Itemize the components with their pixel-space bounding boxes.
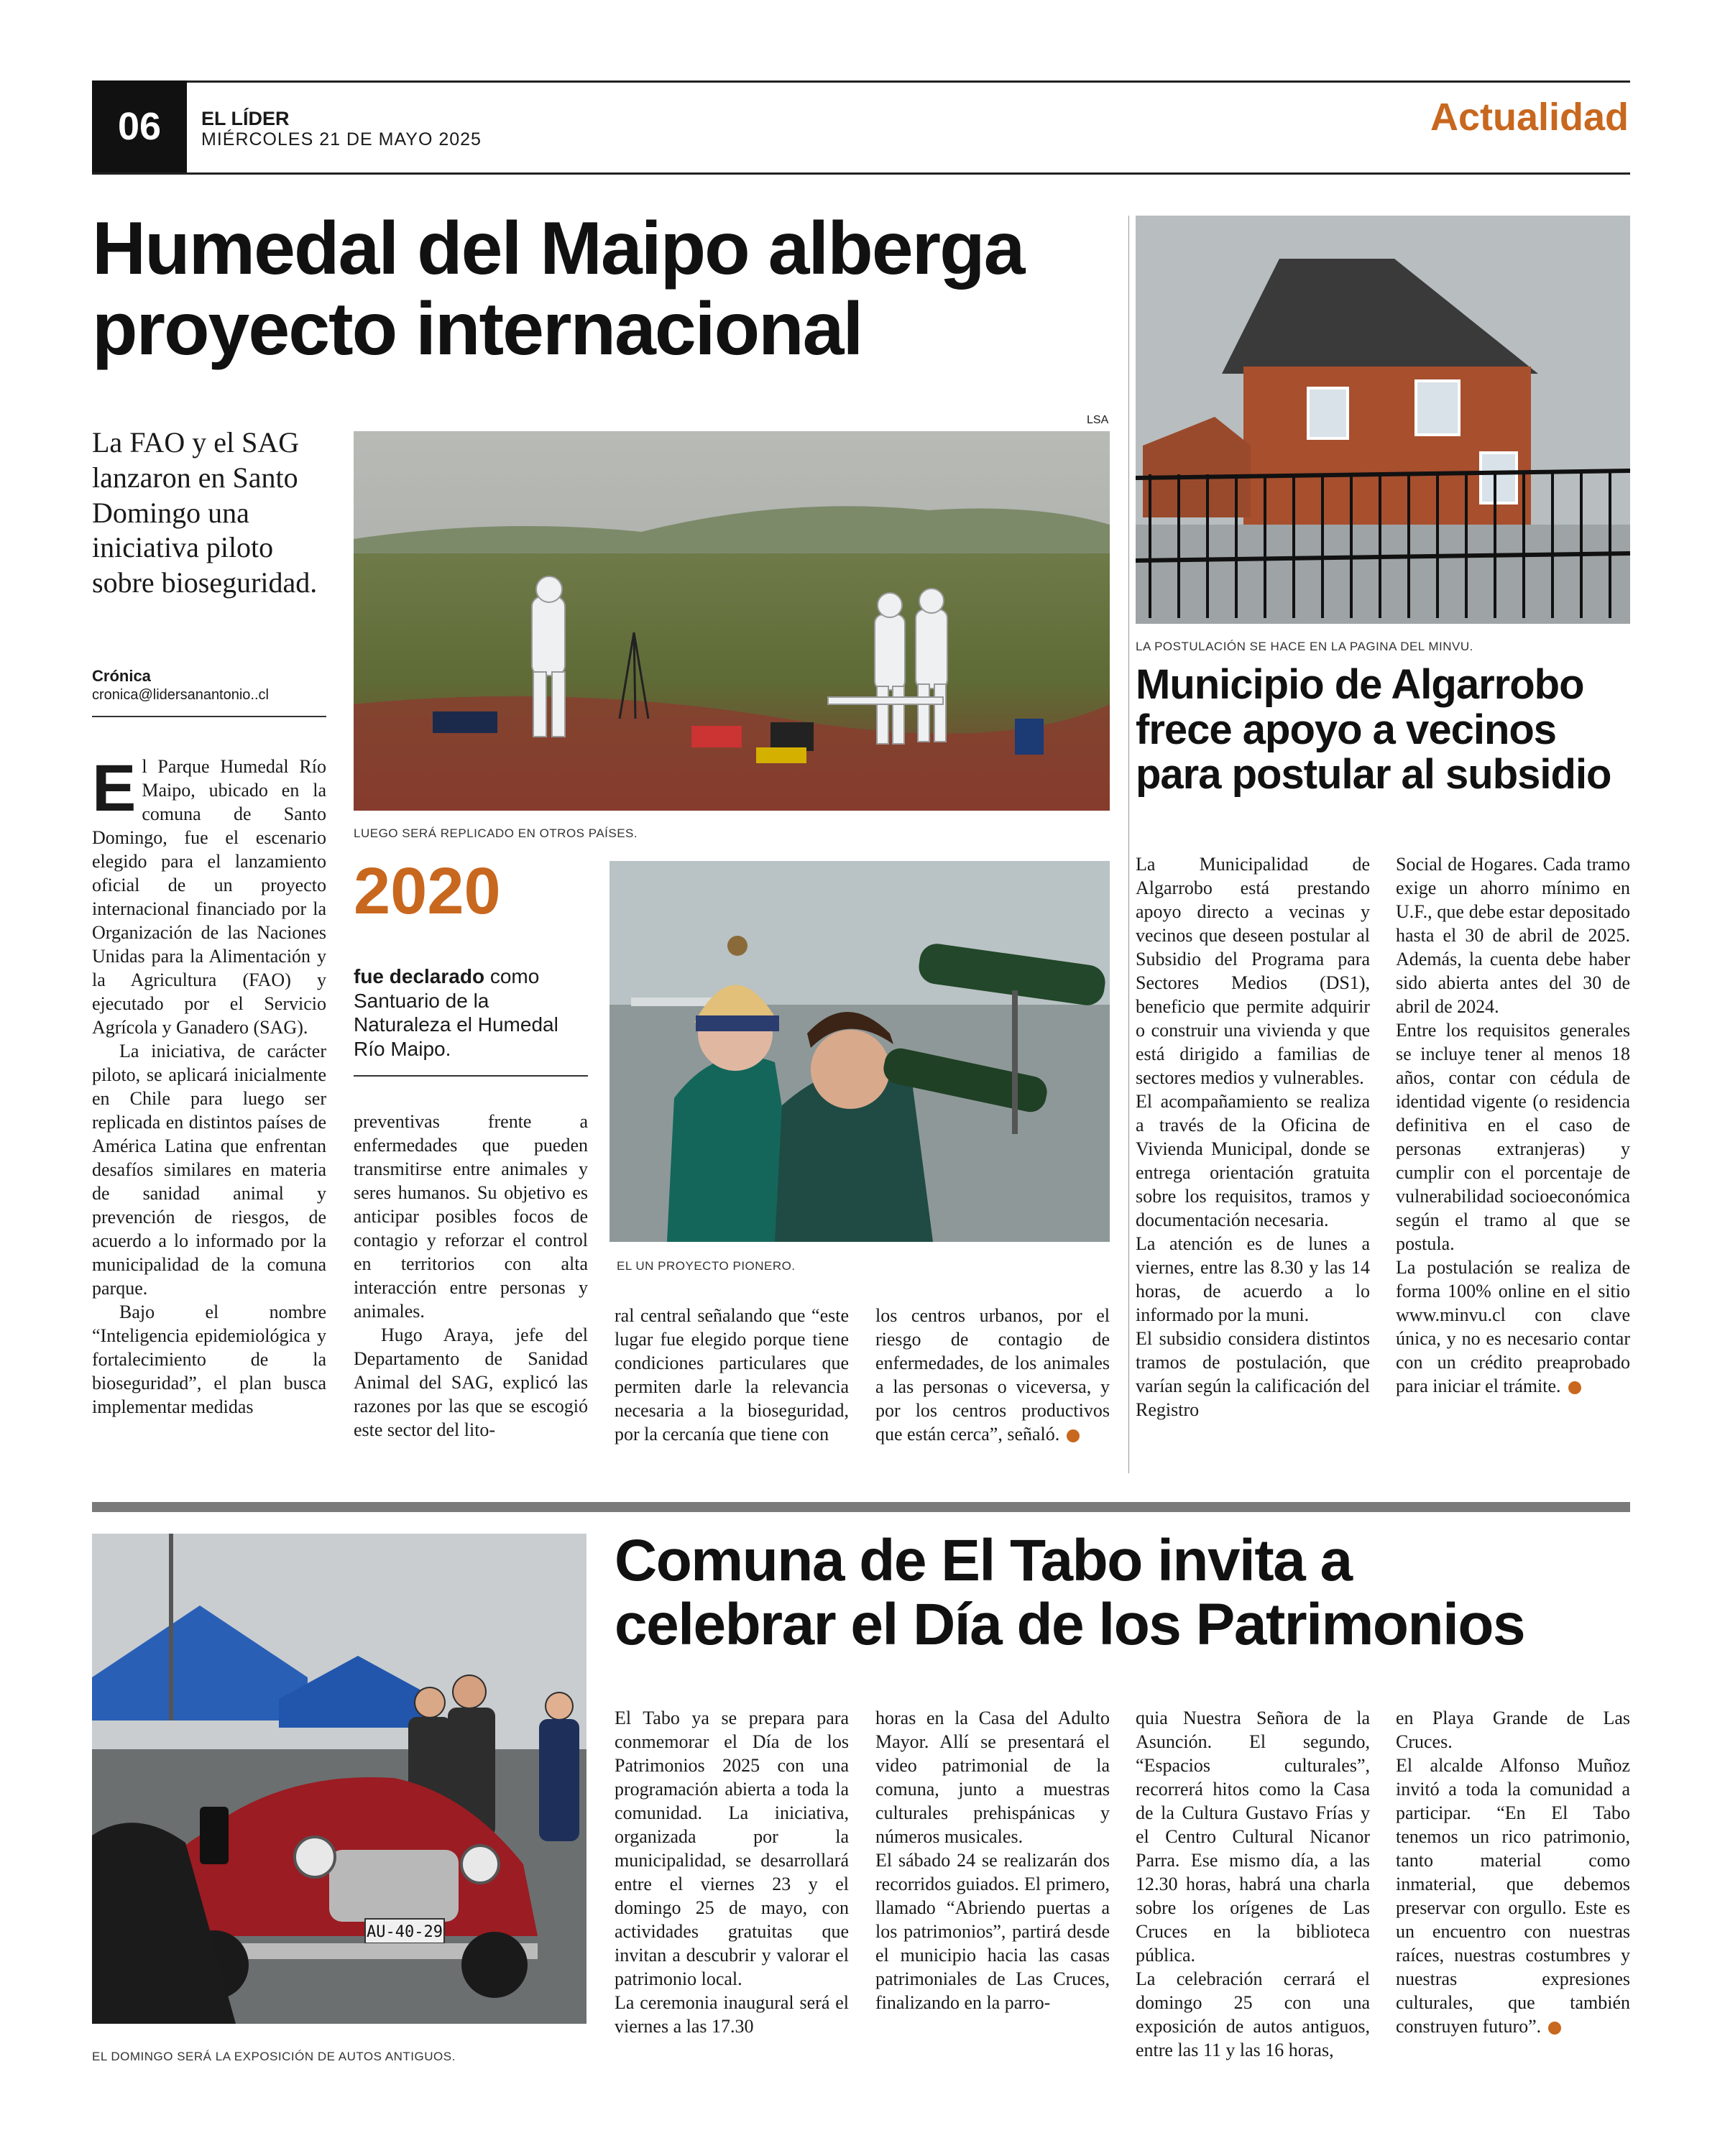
bottom-body-col4	[1396, 1706, 1630, 2038]
vintage-car-photo-illustration	[92, 1534, 586, 2024]
houses-photo	[1136, 216, 1630, 624]
main-col2-p2: Hugo Araya, jefe del Departamento de Sanidad Animal del SAG, explicó las razones por las que se escogió este sector del lito-	[354, 1325, 588, 1441]
wetland-photo-illustration	[354, 431, 1110, 811]
section-title: Actualidad	[1430, 96, 1629, 139]
binoculars-photo-caption: EL UN PROYECTO PIONERO.	[617, 1259, 796, 1273]
side-col2-p2: Entre los requisitos generales se incluye tener al menos 18 años, contar con cédula de identidad vigente (o residencia definitiva en el caso de personas extranjeras) y cumplir con el porcentaje de vulnerabilidad socioeconómica según el tramo al que se postula.	[1396, 1020, 1630, 1255]
stat-rule	[354, 1075, 588, 1077]
main-col3-p1: ral central señalando que “este lugar fue elegido porque tiene condiciones particulares que permiten darle la relevancia necesaria a la bioseguridad, por la cercanía que tiene con	[615, 1305, 849, 1445]
bottom-col4-p1: en Playa Grande de Las Cruces.	[1396, 1708, 1630, 1753]
bottom-col3-p1: quia Nuestra Señora de la Asunción. El segundo, “Espacios culturales”, recorrerá hitos como la Casa de la Cultura Gustavo Frías y el Centro Cultural Nicanor Parra. Ese mismo día, a las 12.30 horas, habrá una charla sobre los orígenes de Las Cruces en la biblioteca pública.	[1136, 1708, 1370, 1966]
houses-photo-illustration	[1136, 216, 1630, 624]
page-number: 06	[92, 80, 187, 172]
stat-number: 2020	[354, 854, 501, 928]
header-bottom-rule	[92, 172, 1630, 175]
binoculars-photo	[610, 861, 1110, 1242]
main-col1-p3: Bajo el nombre “Inteligencia epidemiológica y fortalecimiento de la bioseguridad”, el plan busca implementar medidas	[92, 1302, 326, 1418]
vintage-car-photo	[92, 1534, 586, 2024]
houses-photo-caption: LA POSTULACIÓN SE HACE EN LA PAGINA DEL MINVU.	[1136, 640, 1473, 653]
main-col1-p1: l Parque Humedal Río Maipo, ubicado en la comuna de Santo Domingo, fue el escenario elegido para el lanzamiento oficial de un proyecto internacional financiado por la Organización de las Naciones Unidas para la Alimentación y la Agricultura (FAO) y ejecutado por el Servicio Agrícola y Ganadero (SAG).	[92, 756, 326, 1038]
side-headline-line2: frece apoyo a vecinos	[1136, 706, 1557, 753]
dropcap: E	[92, 752, 137, 825]
bottom-body-col2	[875, 1706, 1110, 2014]
main-col1-p2: La iniciativa, de carácter piloto, se aplicará inicialmente en Chile para luego ser replicada en distintos países de América Latina que enfrentan desafíos similares en materia de sanidad animal y prevención de riesgos, de acuerdo a lo informado por la municipalidad de la comuna parque.	[92, 1041, 326, 1299]
photo-credit: LSA	[1087, 414, 1109, 426]
bottom-headline-line1: Comuna de El Tabo invita a	[615, 1528, 1352, 1593]
main-col4-p1: los centros urbanos, por el riesgo de contagio de enfermedades, de los animales a las personas o viceversa, y por los centros productivos que están cerca”, señaló.	[875, 1305, 1110, 1445]
main-headline-line2: proyecto internacional	[92, 287, 862, 372]
main-headline-line1: Humedal del Maipo alberga	[92, 207, 1024, 290]
side-body-col2	[1396, 852, 1630, 1398]
main-body-paragraph	[92, 752, 326, 1039]
publication-name: EL LÍDER	[201, 108, 290, 129]
wetland-photo-caption: LUEGO SERÁ REPLICADO EN OTROS PAÍSES.	[354, 826, 638, 840]
bottom-body-col1	[615, 1706, 849, 2038]
bottom-headline-line2: celebrar el Día de los Patrimonios	[615, 1591, 1525, 1657]
stat-bold-text: fue declarado	[354, 965, 485, 987]
side-body-col1	[1136, 852, 1370, 1422]
author-label: Crónica	[92, 667, 151, 685]
main-body-col4	[875, 1304, 1110, 1446]
bottom-col2-p1: horas en la Casa del Adulto Mayor. Allí se presentará el video patrimonial de la comuna, junto a muestras culturales prehispánicas y números musicales.	[875, 1708, 1110, 1848]
side-col1-p3: La atención es de lunes a viernes, entre las 8.30 y las 14 horas, de acuerdo a lo informado por la muni.	[1136, 1233, 1370, 1326]
stat-text: como Santuario de la Naturaleza el Humedal Río Maipo.	[354, 965, 558, 1060]
bottom-col4-p2: El alcalde Alfonso Muñoz invitó a toda la comunidad a participar. “En El Tabo tenemos un rico patrimonio, tanto material como inmaterial, que debemos preservar con orgullo. Este es un encuentro con nuestras raíces, nuestras costumbres y nuestras expresiones culturales, que también construyen futuro”.	[1396, 1755, 1630, 2037]
side-headline-line1: Municipio de Algarrobo	[1136, 661, 1584, 708]
section-divider	[92, 1502, 1630, 1512]
main-headline	[92, 208, 1127, 370]
author-email[interactable]: cronica@lidersanantonio..cl	[92, 687, 269, 703]
header-top-rule	[92, 80, 1630, 83]
main-col2-p1: preventivas frente a enfermedades que pueden transmitirse entre animales y seres humanos. Su objetivo es anticipar posibles focos de contagio y reforzar el control en territorios con alta interacción entre personas y animales.	[354, 1111, 588, 1322]
end-mark-icon	[1067, 1429, 1080, 1442]
side-col2-p1: Social de Hogares. Cada tramo exige un ahorro mínimo en U.F., que debe estar depositado hasta el 30 de abril de 2025. Además, la cuenta debe haber sido abierta antes del 30 de abril de 2024.	[1396, 854, 1630, 1018]
main-body-col3	[615, 1304, 849, 1446]
bottom-body-col3	[1136, 1706, 1370, 2062]
side-col1-p1: La Municipalidad de Algarrobo está prestando apoyo directo a vecinas y vecinos que deseen postular al Subsidio del Programa para Sectores Medios (DS1), beneficio que permite adquirir o construir una vivienda y que está dirigido a familias de sectores medios y vulnerables.	[1136, 854, 1370, 1089]
wetland-photo	[354, 431, 1110, 811]
vintage-car-photo-caption: EL DOMINGO SERÁ LA EXPOSICIÓN DE AUTOS ANTIGUOS.	[92, 2050, 456, 2063]
end-mark-icon	[1548, 2022, 1561, 2035]
column-divider	[1128, 216, 1129, 1473]
side-headline	[1136, 663, 1632, 798]
end-mark-icon	[1568, 1381, 1581, 1394]
bottom-col2-p2: El sábado 24 se realizarán dos recorridos guiados. El primero, llamado “Abriendo puertas a los patrimonios”, partirá desde el municipio hacia las casas patrimoniales de Las Cruces, finalizando en la parro-	[875, 1850, 1110, 2014]
binoculars-photo-illustration	[610, 861, 1110, 1242]
side-headline-line3: para postular al subsidio	[1136, 751, 1611, 798]
bottom-col1-p1: El Tabo ya se prepara para conmemorar el Día de los Patrimonios 2025 con una programación abierta a toda la comunidad. La iniciativa, organizada por la municipalidad, se desarrollará entre el viernes 23 y el domingo 25 de mayo, con actividades gratuitas que invitan a descubrir y valorar el patrimonio local.	[615, 1708, 849, 1990]
stat-description	[354, 964, 562, 1061]
main-body-col1	[92, 752, 326, 1419]
side-col2-p3: La postulación se realiza de forma 100% online en el sitio www.minvu.cl con clave única, y no es necesario contar con un crédito preaprobado para iniciar el trámite.	[1396, 1257, 1630, 1397]
bottom-col1-p2: La ceremonia inaugural será el viernes a las 17.30	[615, 1992, 849, 2037]
author-rule	[92, 716, 326, 717]
publication-date: MIÉRCOLES 21 DE MAYO 2025	[201, 129, 482, 149]
main-body-col2	[354, 1110, 588, 1442]
side-col1-p4: El subsidio considera distintos tramos de postulación, que varían según la calificación del Registro	[1136, 1328, 1370, 1421]
bottom-headline	[615, 1529, 1630, 1657]
license-plate: AU-40-29	[367, 1923, 443, 1941]
bottom-col3-p2: La celebración cerrará el domingo 25 con una exposición de autos antiguos, entre las 11 y las 16 horas,	[1136, 1968, 1370, 2061]
side-col1-p2: El acompañamiento se realiza a través de la Oficina de Vivienda Municipal, donde se entrega orientación gratuita sobre los requisitos, tramos y documentación necesaria.	[1136, 1091, 1370, 1231]
main-deck: La FAO y el SAG lanzaron en Santo Domingo una iniciativa piloto sobre bioseguridad.	[92, 426, 318, 599]
